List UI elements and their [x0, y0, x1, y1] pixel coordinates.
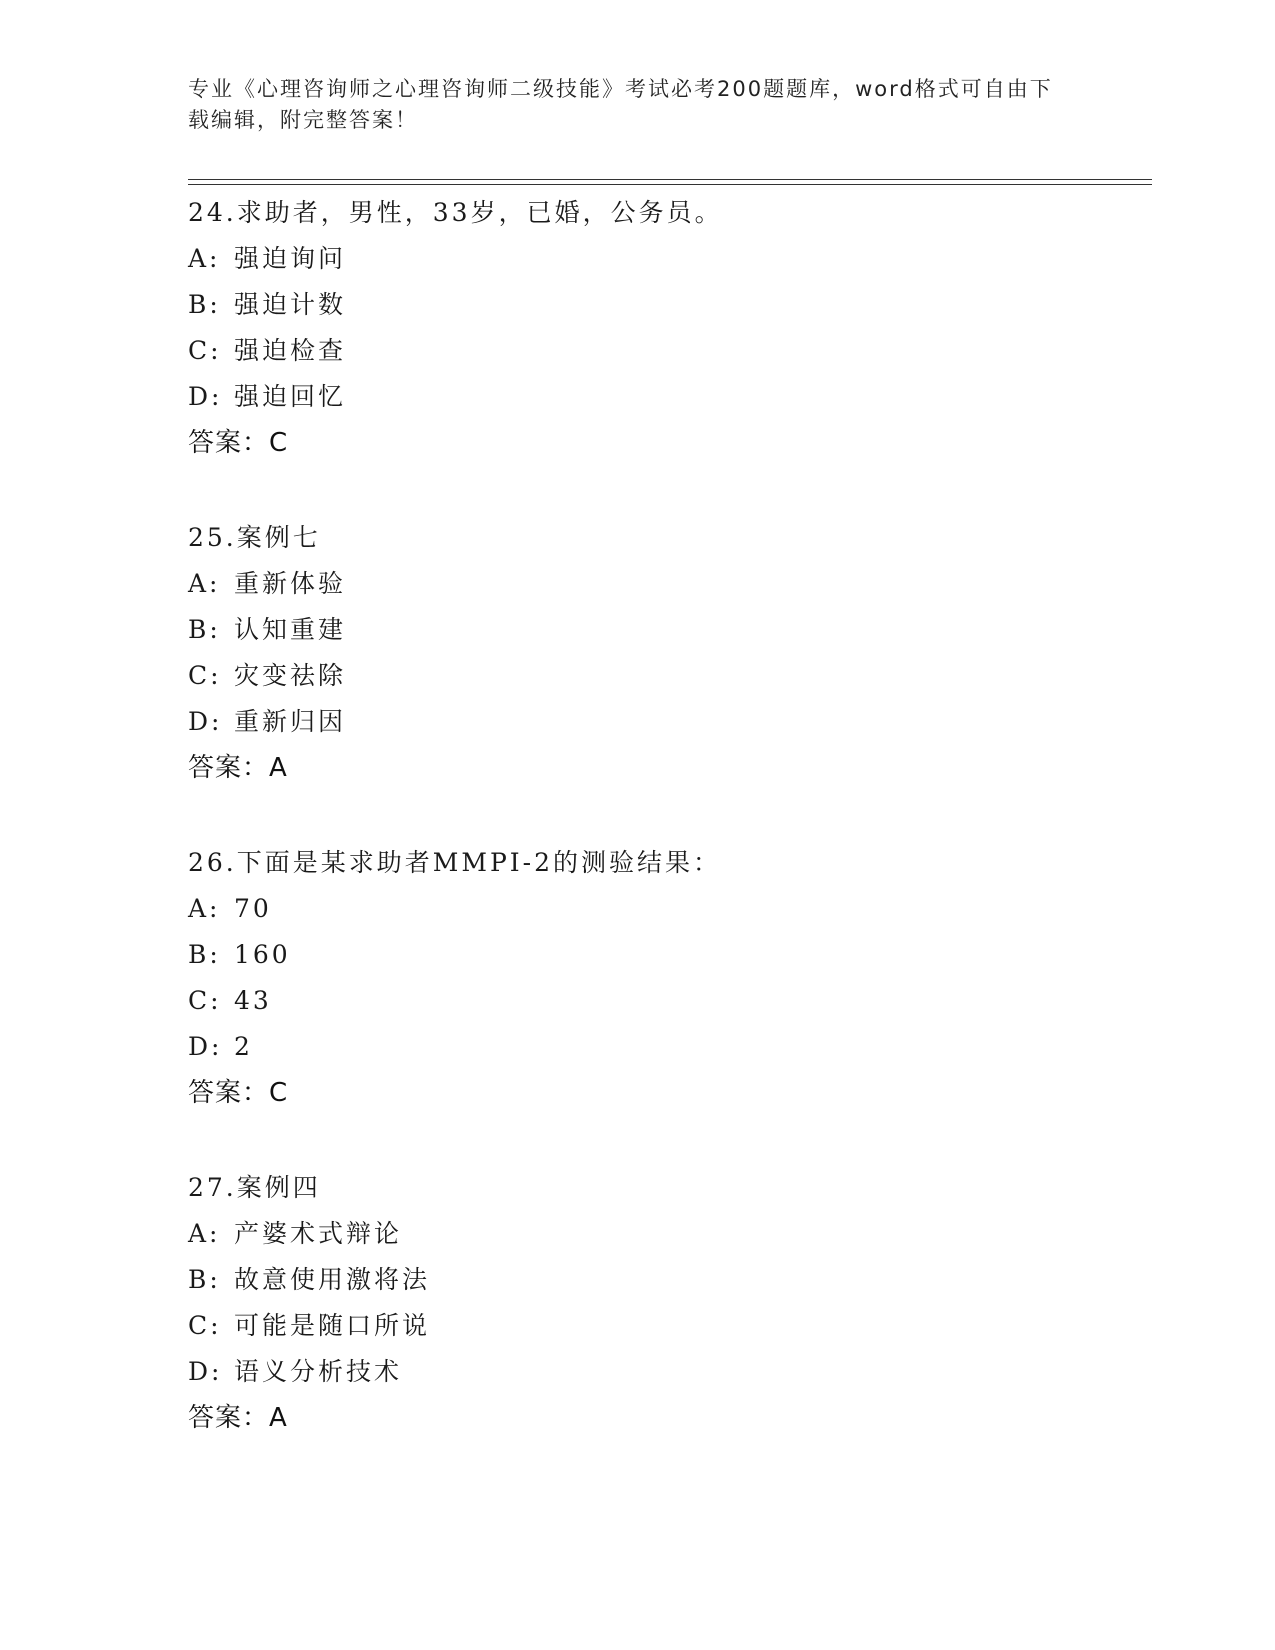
option-a: [188, 236, 1148, 282]
option-text: 灾变祛除: [234, 661, 347, 690]
question-26: [188, 840, 1148, 1116]
option-text: 160: [234, 940, 291, 969]
option-b: [188, 607, 1148, 653]
question-stem: 25.案例七: [188, 523, 321, 552]
option-text: 强迫检查: [234, 336, 347, 365]
option-letter: B:: [188, 940, 221, 969]
header-divider-top: [188, 179, 1152, 180]
option-letter: A:: [188, 1219, 221, 1248]
option-text: 故意使用激将法: [234, 1265, 431, 1294]
option-letter: C:: [188, 1311, 222, 1340]
answer-line: 答案：A: [188, 1403, 288, 1433]
option-a: [188, 1211, 1148, 1257]
option-text: 重新体验: [234, 569, 347, 598]
option-letter: A:: [188, 244, 221, 273]
option-letter: D:: [188, 707, 223, 736]
answer-line: 答案：C: [188, 428, 289, 458]
answer-line: 答案：A: [188, 753, 288, 783]
answer-line: 答案：C: [188, 1078, 289, 1108]
question-stem: 27.案例四: [188, 1173, 321, 1202]
option-letter: D:: [188, 382, 223, 411]
option-text: 强迫回忆: [234, 382, 347, 411]
option-letter: C:: [188, 336, 222, 365]
option-letter: D:: [188, 1032, 223, 1061]
option-text: 强迫询问: [234, 244, 347, 273]
question-stem: 26.下面是某求助者MMPI-2的测验结果：: [188, 848, 722, 877]
option-text: 语义分析技术: [234, 1357, 403, 1386]
option-letter: C:: [188, 661, 222, 690]
option-b: [188, 1257, 1148, 1303]
option-letter: B:: [188, 1265, 221, 1294]
question-stem: 24.求助者，男性，33岁，已婚，公务员。: [188, 198, 723, 227]
option-text: 强迫计数: [234, 290, 347, 319]
option-text: 70: [234, 894, 272, 923]
question-24: [188, 190, 1148, 466]
option-c: [188, 328, 1148, 374]
option-text: 可能是随口所说: [234, 1311, 431, 1340]
option-letter: D:: [188, 1357, 223, 1386]
option-text: 重新归因: [234, 707, 347, 736]
option-text: 产婆术式辩论: [234, 1219, 403, 1248]
option-text: 认知重建: [234, 615, 347, 644]
option-a: [188, 561, 1148, 607]
question-list: [188, 190, 1148, 1490]
question-25: [188, 515, 1148, 791]
option-c: [188, 978, 1148, 1024]
option-b: [188, 932, 1148, 978]
option-d: [188, 1024, 1148, 1070]
option-text: 2: [234, 1032, 253, 1061]
option-letter: B:: [188, 290, 221, 319]
option-d: [188, 1349, 1148, 1395]
option-b: [188, 282, 1148, 328]
document-header: 专业《心理咨询师之心理咨询师二级技能》考试必考200题题库，word格式可自由下载编辑，附完整答案！: [188, 77, 1053, 132]
header-divider-bottom: [188, 184, 1152, 185]
question-27: [188, 1165, 1148, 1441]
option-letter: C:: [188, 986, 222, 1015]
option-letter: A:: [188, 569, 221, 598]
option-c: [188, 1303, 1148, 1349]
option-d: [188, 699, 1148, 745]
option-a: [188, 886, 1148, 932]
option-letter: A:: [188, 894, 221, 923]
option-d: [188, 374, 1148, 420]
option-c: [188, 653, 1148, 699]
option-text: 43: [234, 986, 272, 1015]
option-letter: B:: [188, 615, 221, 644]
